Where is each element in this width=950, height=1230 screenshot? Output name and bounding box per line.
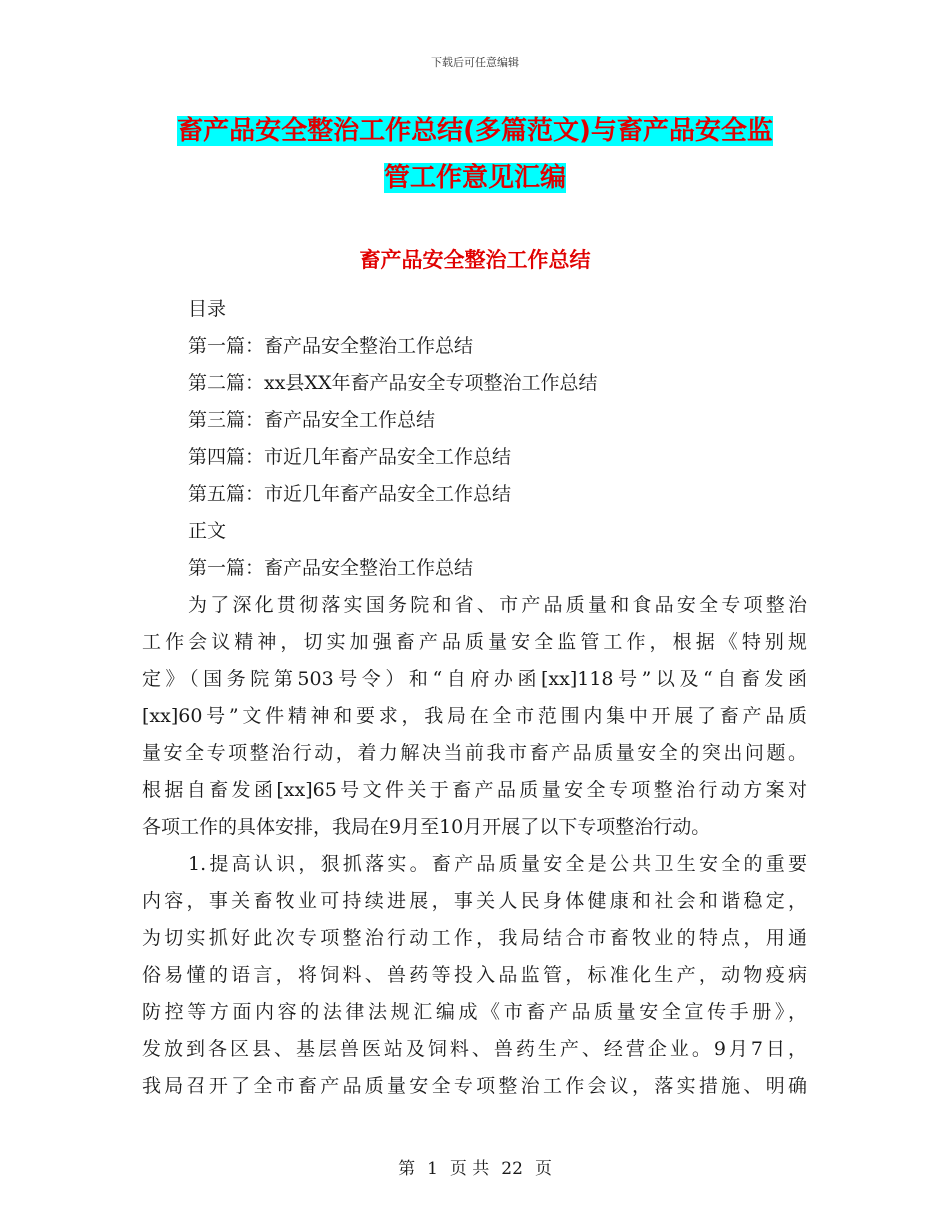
paragraph-line: 俗易懂的语言，将饲料、兽药等投入品监管，标准化生产，动物疫病	[142, 964, 807, 986]
paragraph-line: [xx]60号”文件精神和要求，我局在全市范围内集中开展了畜产品质	[142, 705, 807, 727]
footer-page-number: 1	[427, 1159, 438, 1179]
paragraph-line: 根据自畜发函[xx]65号文件关于畜产品质量安全专项整治行动方案对	[142, 779, 807, 801]
paragraph-line: 定》（国务院第503号令）和“自府办函[xx]118号”以及“自畜发函	[142, 668, 807, 690]
document-body	[142, 291, 807, 1105]
paragraph-line: 我局召开了全市畜产品质量安全专项整治工作会议，落实措施、明确	[142, 1075, 807, 1097]
paragraph-line: 工作会议精神，切实加强畜产品质量安全监管工作，根据《特别规	[142, 631, 807, 653]
toc-item: 第二篇：xx县XX年畜产品安全专项整治工作总结	[188, 372, 598, 394]
footer-prefix: 第	[398, 1159, 416, 1179]
body-label: 正文	[188, 520, 227, 542]
page-header-note: 下载后可任意编辑	[431, 56, 519, 69]
toc-item: 第三篇：畜产品安全工作总结	[188, 409, 436, 431]
paragraph-line: 各项工作的具体安排，我局在9月至10月开展了以下专项整治行动。	[142, 816, 711, 838]
footer-total-pages: 22	[501, 1159, 523, 1179]
paragraph-line: 1.提高认识，狠抓落实。畜产品质量安全是公共卫生安全的重要	[188, 853, 807, 875]
paragraph-line: 量安全专项整治行动，着力解决当前我市畜产品质量安全的突出问题。	[142, 742, 807, 764]
paragraph-line: 内容，事关畜牧业可持续进展，事关人民身体健康和社会和谐稳定，	[142, 890, 807, 912]
paragraph-line: 为切实抓好此次专项整治行动工作，我局结合市畜牧业的特点，用通	[142, 927, 807, 949]
document-subtitle: 畜产品安全整治工作总结	[359, 248, 591, 272]
paragraph-line: 发放到各区县、基层兽医站及饲料、兽药生产、经营企业。9月7日，	[142, 1038, 807, 1060]
toc-item: 第一篇：畜产品安全整治工作总结	[188, 335, 474, 357]
paragraph-line: 防控等方面内容的法律法规汇编成《市畜产品质量安全宣传手册》，	[142, 1001, 807, 1023]
paragraph-line: 为了深化贯彻落实国务院和省、市产品质量和食品安全专项整治	[188, 594, 807, 616]
section-title: 第一篇：畜产品安全整治工作总结	[188, 557, 474, 579]
toc-item: 第五篇：市近几年畜产品安全工作总结	[188, 483, 512, 505]
footer-suffix: 页	[534, 1159, 552, 1179]
document-title	[140, 108, 810, 202]
document-title-line1: 畜产品安全整治工作总结(多篇范文)与畜产品安全监	[177, 116, 773, 146]
page-footer	[0, 1154, 950, 1179]
toc-label: 目录	[188, 298, 227, 320]
footer-middle: 页 共	[449, 1159, 490, 1179]
toc-item: 第四篇：市近几年畜产品安全工作总结	[188, 446, 512, 468]
document-title-line2: 管工作意见汇编	[383, 163, 566, 193]
